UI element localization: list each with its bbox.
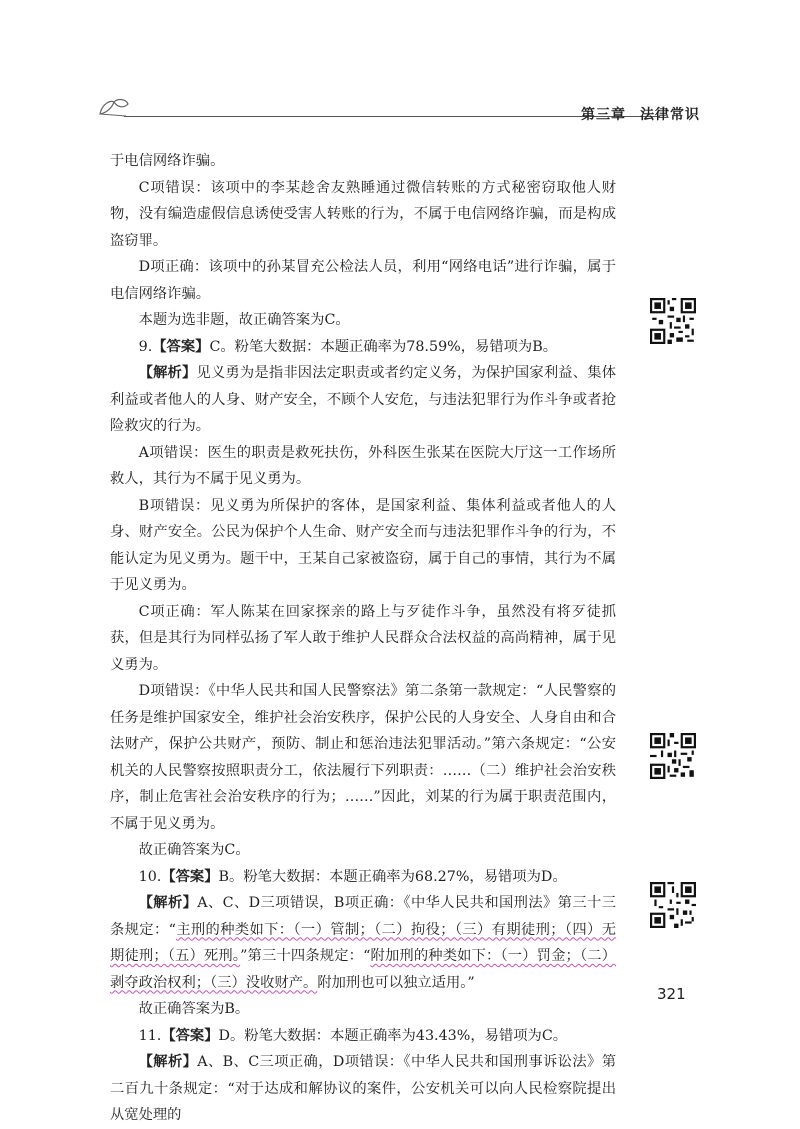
analysis-text: A、C、D三项错误，B项正确：《中华人民共和国刑法》第三十三条规定：“ [110,895,616,938]
qr-code-icon[interactable] [650,882,696,928]
answer-tag: 【答案】 [161,868,219,885]
header-rule [124,116,660,117]
paragraph: D项正确：该项中的孙某冒充公检法人员，利用“网络电话”进行诈骗，属于电信网络诈骗。 [110,259,616,302]
qr-code-icon[interactable] [650,733,696,779]
answer-text: B。粉笔大数据：本题正确率为68.27%，易错项为D。 [218,868,567,885]
leaf-ornament-icon [96,96,132,118]
answer-9 [110,334,616,361]
chapter-heading [581,104,700,124]
analysis-text: 附加刑也可以独立适用。” [317,974,475,991]
answer-tag: 【答案】 [161,1027,219,1044]
page-content [110,148,616,1129]
analysis-11 [110,1049,616,1129]
paragraph: 本题为选非题，故正确答案为C。 [138,312,350,328]
analysis-10 [110,890,616,996]
paragraph: 故正确答案为B。 [138,1001,250,1017]
paragraph: C项正确：军人陈某在回家探亲的路上与歹徒作斗争，虽然没有将歹徒抓获，但是其行为同样弘扬了军人敢于维护人民群众合法权益的高尚精神，属于见义勇为。 [110,603,616,673]
paragraph: 于电信网络诈骗。 [110,153,225,169]
answer-text: C。粉笔大数据：本题正确率为78.59%，易错项为B。 [209,338,558,355]
question-number: 10. [138,868,162,885]
analysis-tag: 【解析】 [138,1054,198,1070]
qr-code-icon[interactable] [650,298,696,344]
answer-11 [110,1023,616,1050]
page-header [96,96,700,126]
answer-tag: 【答案】 [152,338,210,355]
question-number: 9. [138,338,153,355]
chapter-title: 法律常识 [640,107,700,123]
page-number: 321 [657,985,686,1003]
analysis-9 [110,360,616,440]
chapter-number: 第三章 [581,107,626,123]
paragraph: A项错误：医生的职责是救死扶伤，外科医生张某在医院大厅这一工作场所救人，其行为不属于见义勇为。 [110,444,616,487]
analysis-text: ”第三十四条规定：“ [240,948,371,964]
analysis-tag: 【解析】 [138,365,197,381]
paragraph: C项错误：该项中的李某趁舍友熟睡通过微信转账的方式秘密窃取他人财物，没有编造虚假信息诱使受害人转账的行为，不属于电信网络诈骗，而是构成盗窃罪。 [110,179,616,249]
underlined-text: 主刑的种类如下：（一）管制；（二）拘役；（三）有期徒刑；（四）无期徒刑；（五）死刑。 [110,921,616,964]
answer-10 [110,864,616,891]
paragraph: 故正确答案为C。 [138,842,250,858]
analysis-tag: 【解析】 [138,895,198,911]
underlined-text: 附加刑的种类如下：（一）罚金；（二）剥夺政治权利；（三）没收财产。 [110,948,617,991]
paragraph: B项错误：见义勇为所保护的客体，是国家利益、集体利益或者他人的人身、财产安全。公民为保护个人生命、财产安全而与违法犯罪作斗争的行为，不能认定为见义勇为。题干中，王某自己家被盗窃，属于自己的事情，其行为不属于见义勇为。 [110,497,616,593]
paragraph: D项错误：《中华人民共和国人民警察法》第二条第一款规定：“人民警察的任务是维护国家安全，维护社会治安秩序，保护公民的人身安全、人身自由和合法财产，保护公共财产，预防、制止和惩治违法犯罪活动。”第六条规定：“公安机关的人民警察按照职责分工，依法履行下列职责：……（二）维护社会治安秩序，制止危害社会治安秩序的行为；……”因此，刘某的行为属于职责范围内，不属于见义勇为。 [110,683,616,832]
answer-text: D。粉笔大数据：本题正确率为43.43%，易错项为C。 [218,1027,568,1044]
analysis-text: A、B、C三项正确，D项错误：《中华人民共和国刑事诉讼法》第二百九十条规定：“对于达成和解协议的案件，公安机关可以向人民检察院提出从宽处理的 [110,1054,616,1123]
question-number: 11. [138,1027,162,1044]
analysis-text: 见义勇为是指非因法定职责或者约定义务，为保护国家利益、集体利益或者他人的人身、财产安全，不顾个人安危，与违法犯罪行为作斗争或者抢险救灾的行为。 [110,365,616,434]
